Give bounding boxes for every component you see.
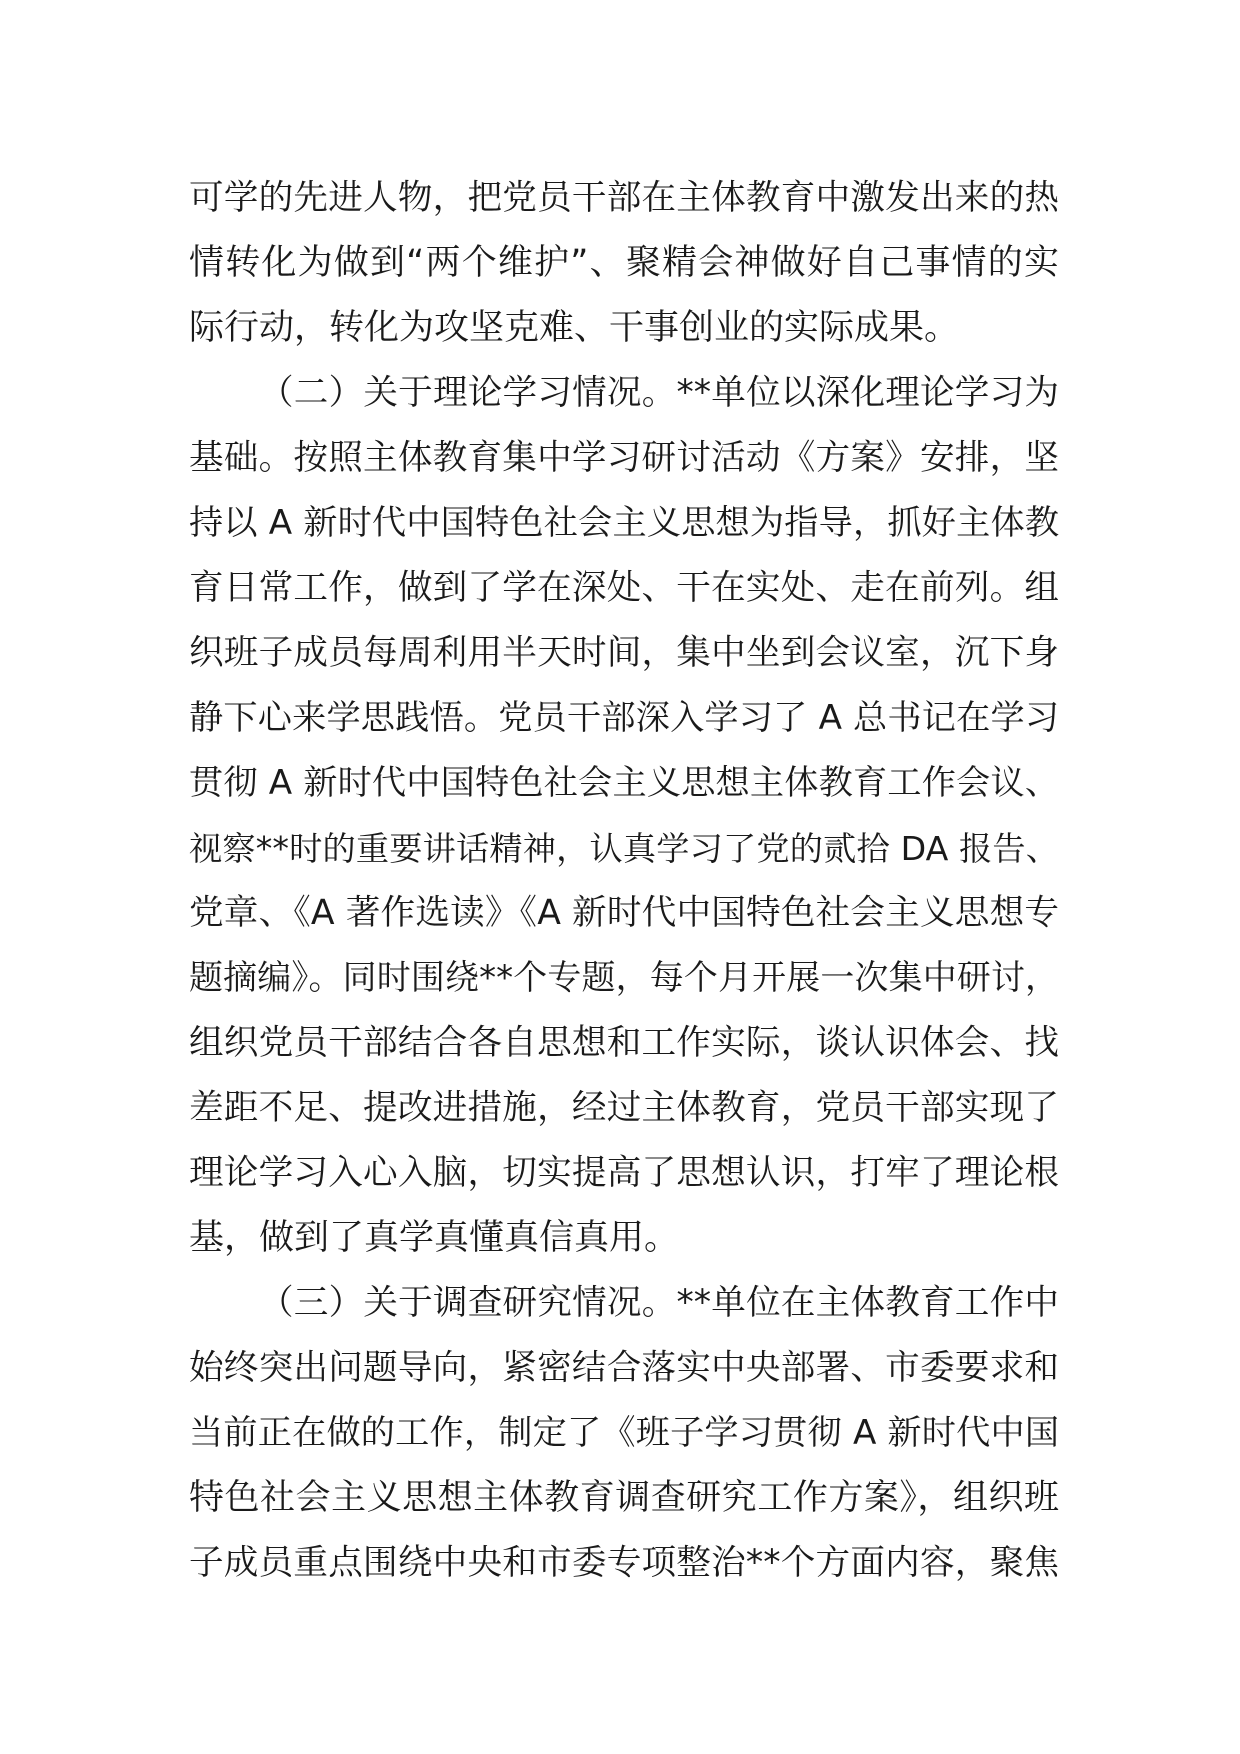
text-line: 贯彻 A 新时代中国特色社会主义思想主体教育工作会议、 bbox=[189, 763, 1059, 803]
text-line: 织班子成员每周利用半天时间，集中坐到会议室，沉下身 bbox=[189, 633, 1059, 673]
text-line: 特色社会主义思想主体教育调查研究工作方案》，组织班 bbox=[189, 1478, 1059, 1518]
text-line: 子成员重点围绕中央和市委专项整治**个方面内容，聚焦 bbox=[189, 1543, 1059, 1583]
text-line: 情转化为做到“两个维护”、聚精会神做好自己事情的实 bbox=[189, 243, 1059, 283]
text-line: 际行动，转化为攻坚克难、干事创业的实际成果。 bbox=[189, 308, 960, 348]
text-line: 组织党员干部结合各自思想和工作实际，谈认识体会、找 bbox=[189, 1023, 1059, 1063]
section-heading-line: （二）关于理论学习情况。**单位以深化理论学习为 bbox=[259, 373, 1059, 413]
text-line: 视察**时的重要讲话精神，认真学习了党的贰拾 DA 报告、 bbox=[189, 829, 1059, 868]
text-line: 理论学习入心入脑，切实提高了思想认识，打牢了理论根 bbox=[189, 1153, 1059, 1193]
text-line: 持以 A 新时代中国特色社会主义思想为指导，抓好主体教 bbox=[189, 503, 1059, 543]
text-line: 育日常工作，做到了学在深处、干在实处、走在前列。组 bbox=[189, 568, 1059, 608]
text-line: 静下心来学思践悟。党员干部深入学习了 A 总书记在学习 bbox=[189, 698, 1059, 738]
text-line: 可学的先进人物，把党员干部在主体教育中激发出来的热 bbox=[189, 178, 1059, 218]
text-line: 差距不足、提改进措施，经过主体教育，党员干部实现了 bbox=[189, 1088, 1059, 1128]
text-line: 基础。按照主体教育集中学习研讨活动《方案》安排，坚 bbox=[189, 438, 1059, 478]
text-line: 基，做到了真学真懂真信真用。 bbox=[189, 1218, 680, 1258]
text-line: 始终突出问题导向，紧密结合落实中央部署、市委要求和 bbox=[189, 1348, 1059, 1388]
text-line: 当前正在做的工作，制定了《班子学习贯彻 A 新时代中国 bbox=[189, 1413, 1059, 1453]
text-line: 党章、《A 著作选读》《A 新时代中国特色社会主义思想专 bbox=[189, 893, 1059, 933]
section-heading-line: （三）关于调查研究情况。**单位在主体教育工作中 bbox=[259, 1283, 1059, 1323]
text-line: 题摘编》。同时围绕**个专题，每个月开展一次集中研讨， bbox=[189, 958, 1059, 998]
body-text bbox=[189, 166, 1059, 1596]
